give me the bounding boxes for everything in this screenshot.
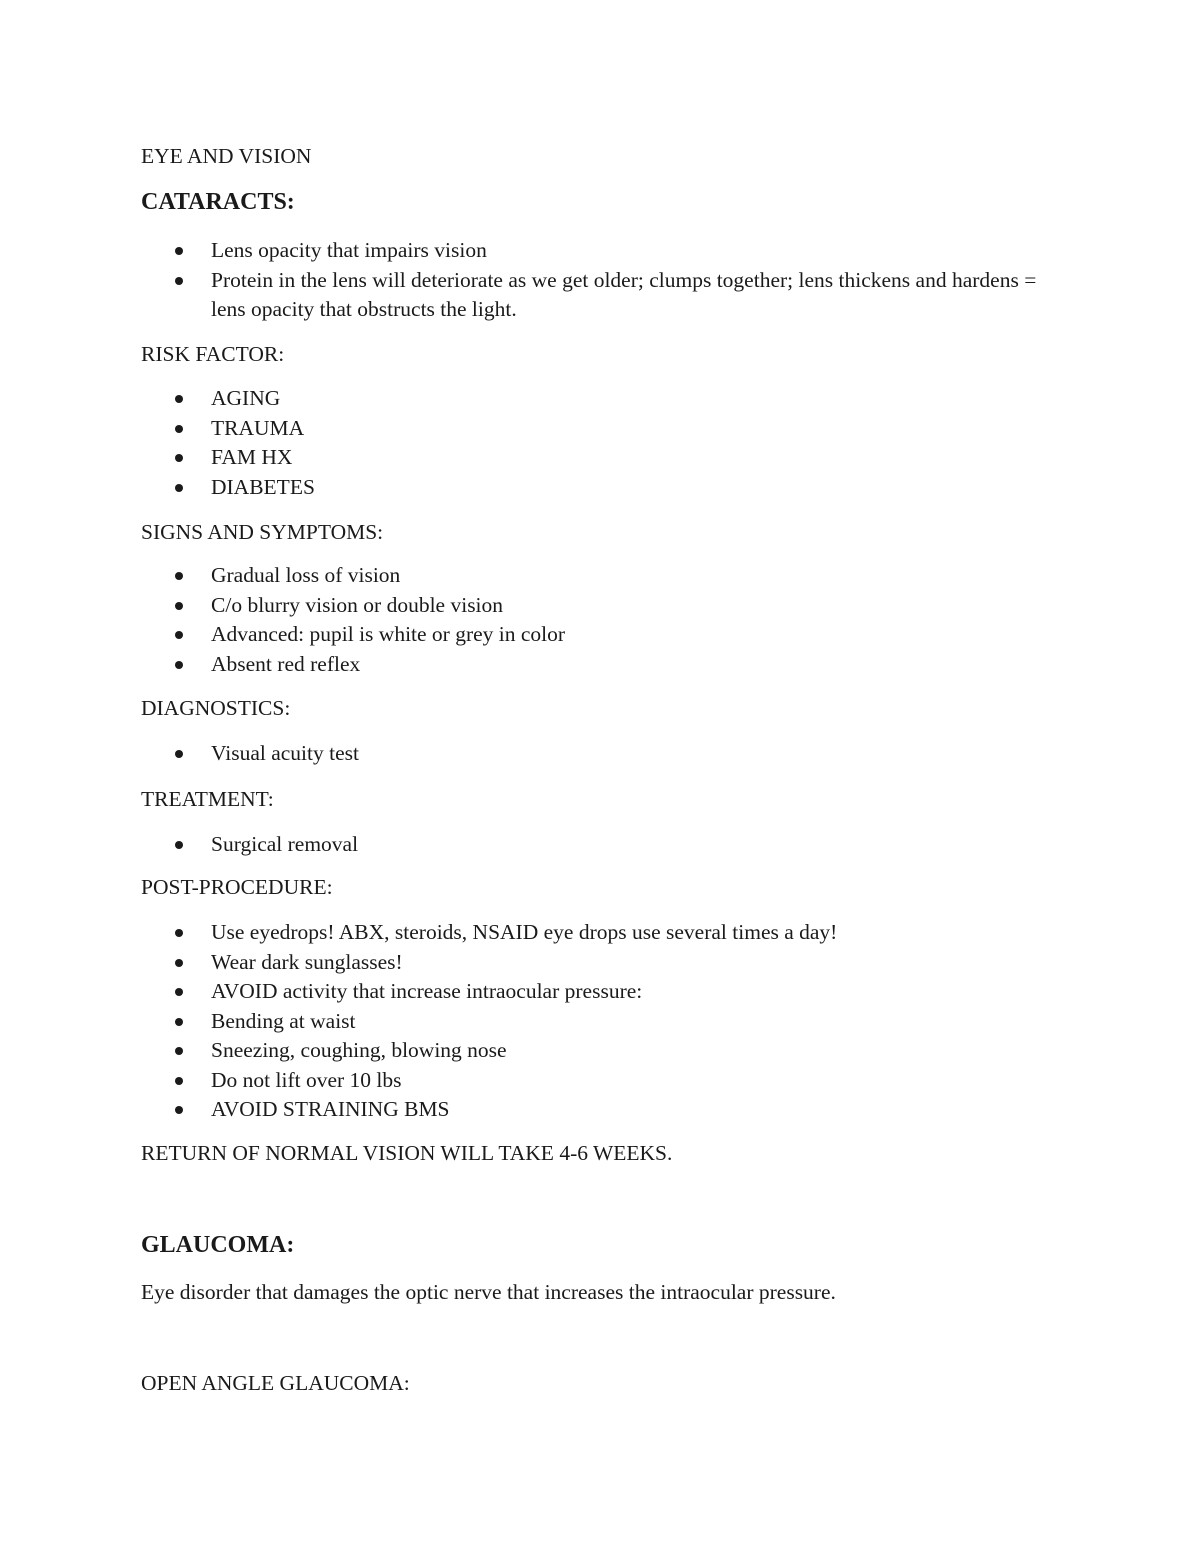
bullet-icon [175,484,183,492]
bullet-icon [175,1077,183,1085]
bullet-icon [175,988,183,996]
bullet-icon [175,750,183,758]
list-item: Lens opacity that impairs vision [141,236,1041,266]
signs-symptoms-list [141,561,1041,679]
list-item: Advanced: pupil is white or grey in color [141,620,1041,650]
bullet-icon [175,395,183,403]
list-item: DIABETES [141,473,1041,503]
bullet-icon [175,959,183,967]
risk-factor-list [141,384,1041,502]
list-item: AVOID activity that increase intraocular pressure: [141,977,1041,1007]
bullet-icon [175,602,183,610]
open-angle-glaucoma-label: OPEN ANGLE GLAUCOMA: [141,1371,410,1395]
list-item: Absent red reflex [141,650,1041,680]
list-item: Bending at waist [141,1007,1041,1037]
glaucoma-heading: GLAUCOMA: [141,1232,295,1258]
list-item: Surgical removal [141,830,1041,860]
bullet-icon [175,425,183,433]
diagnostics-label: DIAGNOSTICS: [141,696,291,720]
list-item: Gradual loss of vision [141,561,1041,591]
list-item: AVOID STRAINING BMS [141,1095,1041,1125]
bullet-icon [175,572,183,580]
glaucoma-definition: Eye disorder that damages the optic nerve that increases the intraocular pressure. [141,1280,836,1304]
treatment-list [141,830,1041,860]
bullet-icon [175,929,183,937]
list-item: Wear dark sunglasses! [141,948,1041,978]
return-vision-note: RETURN OF NORMAL VISION WILL TAKE 4-6 WEEKS. [141,1141,673,1165]
bullet-icon [175,1018,183,1026]
treatment-label: TREATMENT: [141,787,274,811]
list-item: Sneezing, coughing, blowing nose [141,1036,1041,1066]
bullet-icon [175,841,183,849]
diagnostics-list [141,739,1041,769]
bullet-icon [175,277,183,285]
list-item: FAM HX [141,443,1041,473]
post-procedure-label: POST-PROCEDURE: [141,875,333,899]
list-item: Do not lift over 10 lbs [141,1066,1041,1096]
document-title: EYE AND VISION [141,144,312,168]
cataracts-heading: CATARACTS: [141,189,295,215]
list-item: TRAUMA [141,414,1041,444]
bullet-icon [175,247,183,255]
list-item: C/o blurry vision or double vision [141,591,1041,621]
bullet-icon [175,661,183,669]
bullet-icon [175,454,183,462]
list-item: Use eyedrops! ABX, steroids, NSAID eye drops use several times a day! [141,918,1041,948]
bullet-icon [175,1047,183,1055]
list-item: Visual acuity test [141,739,1041,769]
risk-factor-label: RISK FACTOR: [141,342,285,366]
signs-symptoms-label: SIGNS AND SYMPTOMS: [141,520,384,544]
list-item: AGING [141,384,1041,414]
list-item: Protein in the lens will deteriorate as we get older; clumps together; lens thickens and hardens = lens opacity that obstructs the light. [141,266,1041,325]
cataracts-definition-list [141,236,1041,325]
bullet-icon [175,631,183,639]
post-procedure-list [141,918,1041,1125]
bullet-icon [175,1106,183,1114]
